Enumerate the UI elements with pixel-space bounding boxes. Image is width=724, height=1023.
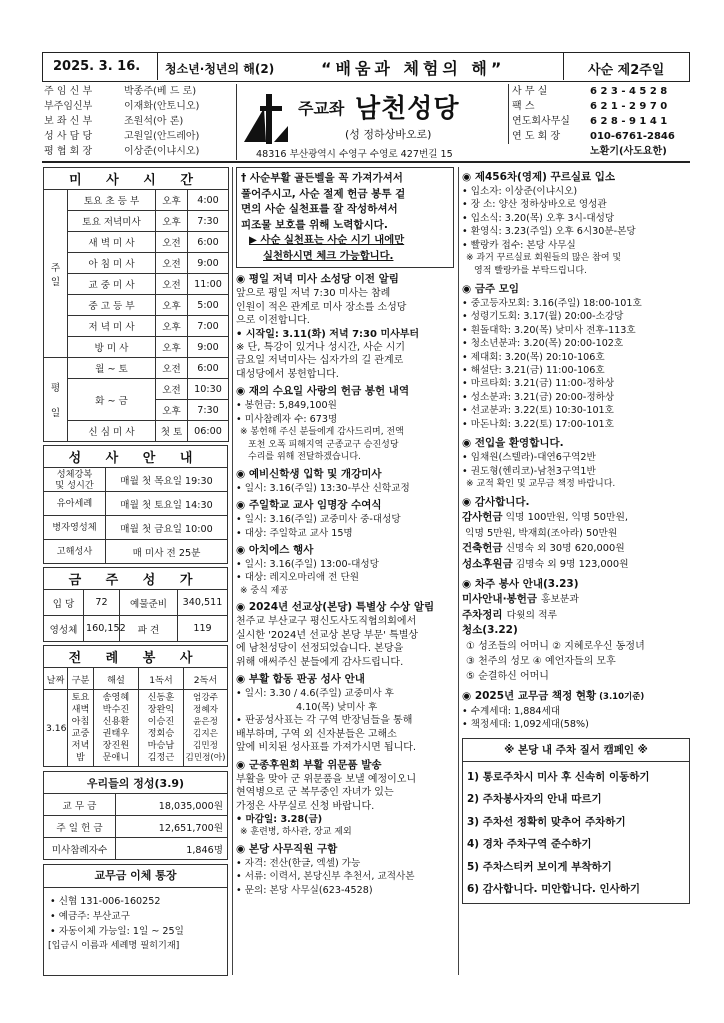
section-line: • 수계세대: 1,884세대 <box>462 705 561 717</box>
section-body: ※ 단, 특강이 있거나 성시간, 사순 시기 <box>236 341 406 353</box>
contact-row <box>512 114 692 129</box>
section-line: • 일시: 3.16(주일) 교중미사 중-대성당 <box>236 514 401 526</box>
section-title-tag: (3.10기준) <box>599 691 645 702</box>
section-title: ◉ 아치에스 행사 <box>236 543 314 556</box>
contact-label: 연 도 회 장 <box>512 131 561 142</box>
mass-name: 아 침 미 사 <box>68 253 156 274</box>
section-body: 천주교 부산교구 평신도사도직협의회에서 <box>236 616 417 628</box>
staff-row <box>44 144 234 159</box>
section-line: • 해설단: 3.21(금) 11:00-106호 <box>462 365 605 377</box>
liturgy-header: 1독서 <box>139 668 184 690</box>
section-title: ◉ 금주 모임 <box>462 283 520 296</box>
issue-date: 2025. 3. 16. <box>53 59 141 74</box>
service-line <box>462 623 690 639</box>
sacrament-time: 매월 첫 목요일 19:30 <box>106 468 228 492</box>
offering-label: 교 무 금 <box>44 794 116 816</box>
section-note: ※ 봉헌해 주신 분들에게 감사드리며, 전액 <box>240 427 404 438</box>
mass-time: 9:00 <box>188 337 229 358</box>
mass-ampm: 오후 <box>156 400 188 421</box>
mass-row <box>44 295 229 316</box>
contact-value: 6 2 8 - 9 1 4 1 <box>590 116 668 127</box>
theme-prefix: 청소년·청년의 해(2) <box>165 62 275 76</box>
mass-time: 10:30 <box>188 379 229 400</box>
notice-s4 <box>236 498 454 540</box>
section-line: • 자격: 전산(한글, 엑셀) 가능 <box>236 857 361 869</box>
service-kind: 주차정리 <box>462 608 503 621</box>
section-note: ※ 훈련병, 하사관, 장교 제외 <box>240 827 352 838</box>
mass-time: 9:00 <box>188 253 229 274</box>
notice-s8 <box>236 758 454 839</box>
section-line: • 성소분과: 3.21(금) 20:00-정하상 <box>462 391 615 403</box>
hymn-number: 72 <box>84 590 120 616</box>
liturgy-header: 날짜 <box>44 668 68 690</box>
liturgy-date: 3.16 <box>44 690 68 767</box>
column-divider <box>232 167 233 975</box>
service-team: 다윗의 적루 <box>506 609 558 621</box>
section-highlight: • 시작일: 3.11(화) 저녁 7:30 미사부터 <box>236 328 420 340</box>
middle-column <box>236 167 454 900</box>
header-divider <box>563 53 564 80</box>
section-title: ◉ 예비신학생 입학 및 개강미사 <box>236 467 382 480</box>
liturgy-col: 신동훈 장완익 이승진 정회승 마승남 김정근 <box>139 690 184 767</box>
section-body: 부활을 맞아 군 위문품을 보낼 예정이오니 <box>236 773 417 785</box>
account-title: 교무금 이체 통장 <box>44 865 227 888</box>
mass-ampm: 오전 <box>156 253 188 274</box>
mass-row <box>44 337 229 358</box>
liturgy-table <box>43 645 228 767</box>
section-title: ◉ 재의 수요일 사랑의 헌금 봉헌 내역 <box>236 385 410 398</box>
notice-r3 <box>462 436 690 490</box>
section-note: 수리를 위해 전달하겠습니다. <box>248 452 361 463</box>
service-kind: 청소(3.22) <box>462 624 518 637</box>
mass-time: 11:00 <box>188 274 229 295</box>
mass-row <box>44 232 229 253</box>
header-rule <box>42 161 690 163</box>
section-body: 으로 이전합니다. <box>236 315 310 326</box>
section-line: ① 성조들의 어머니 ② 지혜로우신 동정녀 <box>466 640 645 652</box>
sacrament-row <box>44 540 228 564</box>
section-body: 가정은 사무실로 신청 바랍니다. <box>236 800 375 812</box>
liturgy-header: 구분 <box>68 668 94 690</box>
mass-row <box>44 211 229 232</box>
notice-r4 <box>462 495 690 572</box>
section-line: • 대상: 주일학교 교사 15명 <box>236 527 353 539</box>
section-title-text: ◉ 2025년 교무금 책정 현황 <box>462 689 597 702</box>
campaign-item: 4) 경차 주차구역 준수하기 <box>467 838 592 851</box>
account-line: • 신협 131-006-160252 <box>50 896 161 907</box>
staff-row <box>44 84 234 99</box>
section-title: ◉ 주일학교 교사 임명장 수여식 <box>236 499 382 512</box>
mass-name: 저 녁 미 사 <box>68 316 156 337</box>
mass-row <box>44 316 229 337</box>
staff-role: 부주임신부 <box>44 101 93 112</box>
section-line: ③ 천주의 성모 ④ 예언자들의 모후 <box>466 655 616 667</box>
section-line: • 환영식: 3.23(주일) 오후 6시30분-본당 <box>462 226 636 238</box>
notice-r5 <box>462 577 690 684</box>
section-line: • 흰돌대학: 3.20(목) 낮미사 전후-113호 <box>462 324 636 336</box>
hymn-label: 입 당 <box>44 590 84 616</box>
service-team: 홍보분과 <box>541 594 579 606</box>
section-line: • 서류: 이력서, 본당신부 추천서, 교적사본 <box>236 871 415 883</box>
account-note: [입금시 이름과 세례명 필히기재] <box>48 940 180 951</box>
mass-ampm: 오전 <box>156 358 188 379</box>
hymn-label: 예물준비 <box>120 590 178 616</box>
section-line: • 봉헌금: 5,849,100원 <box>236 400 337 412</box>
mass-time: 7:30 <box>188 400 229 421</box>
lent-notice-box <box>236 167 454 268</box>
section-line: • 청소년분과: 3.20(목) 20:00-102호 <box>462 338 624 350</box>
section-highlight: • 마감일: 3.28(금) <box>236 814 323 826</box>
notice-s5 <box>236 543 454 597</box>
section-title: ◉ 부활 합동 판공 성사 안내 <box>236 673 365 686</box>
section-note: 영적 빨랑카를 부탁드립니다. <box>474 265 587 276</box>
section-body: 대성당에서 봉헌합니다. <box>236 368 339 380</box>
mass-row <box>44 190 229 211</box>
thanks-kind: 건축헌금 <box>462 542 503 555</box>
contact-value: 010-6761-2846 <box>590 131 675 142</box>
thanks-detail: 김명숙 외 9명 123,000원 <box>515 558 629 570</box>
parish-subtitle: (성 정하상바오로) <box>345 128 432 141</box>
header-divider <box>157 53 158 80</box>
contact-value: 6 2 1 - 2 9 7 0 <box>590 101 668 112</box>
offering-value: 1,846명 <box>116 838 228 860</box>
mass-ampm: 오후 <box>156 337 188 358</box>
offering-row <box>44 794 228 816</box>
offering-title: 우리들의 정성(3.9) <box>44 772 228 794</box>
section-line: 4.10(목) 낮미사 후 <box>296 701 378 713</box>
section-body: 앞에 비치된 성사표를 가져가시면 됩니다. <box>236 742 417 754</box>
notice-r1 <box>462 170 690 277</box>
sacrament-time: 매월 첫 금요일 10:00 <box>106 516 228 540</box>
mass-time: 06:00 <box>188 421 229 442</box>
mass-name: 월 ~ 토 <box>68 358 156 379</box>
header-divider <box>508 84 509 144</box>
mass-ampm: 오후 <box>156 211 188 232</box>
lent-notice-line: † 사순부활 골든벨을 꼭 가져가셔서 <box>241 172 403 184</box>
section-title: ◉ 감사합니다. <box>462 496 530 509</box>
account-box <box>43 864 228 976</box>
mass-name: 방 미 사 <box>68 337 156 358</box>
mass-name: 신 심 미 사 <box>68 421 156 442</box>
staff-role: 성 사 담 당 <box>44 131 93 142</box>
lent-notice-line: 면의 사순 실천표를 잘 작성하셔서 <box>241 203 398 215</box>
contact-row <box>512 84 692 99</box>
mass-name: 화 ~ 금 <box>68 379 156 421</box>
section-title: ◉ 군종후원회 부활 위문품 발송 <box>236 758 382 771</box>
campaign-item: 2) 주차봉사자의 안내 따르기 <box>467 793 602 806</box>
contact-row <box>512 144 692 159</box>
mass-ampm: 오후 <box>156 295 188 316</box>
sacrament-name: 유아세례 <box>44 492 106 516</box>
mass-time: 4:00 <box>188 190 229 211</box>
section-line: • 선교분과: 3.22(토) 10:30-101호 <box>462 405 614 417</box>
section-title: ◉ 제456차(영제) 꾸르실료 입소 <box>462 171 616 183</box>
parish-logo <box>240 86 292 148</box>
parking-campaign <box>462 738 690 904</box>
contact-value: 6 2 3 - 4 5 2 8 <box>590 86 668 97</box>
staff-name: 고원일(안드레아) <box>124 131 200 142</box>
section-body: • 판공성사표는 각 구역 반장님들을 통해 <box>236 715 413 727</box>
section-note: ※ 과거 꾸르실료 회원들의 많은 참여 및 <box>466 253 622 264</box>
mass-name: 교 중 미 사 <box>68 274 156 295</box>
account-line: • 자동이체 가능일: 1일 ~ 25일 <box>50 926 184 937</box>
mass-time: 7:30 <box>188 211 229 232</box>
mass-ampm: 오후 <box>156 316 188 337</box>
hymn-label: 영성체 <box>44 616 84 642</box>
lent-notice-line: 풀어주시고, 사순 절제 헌금 봉투 겉 <box>241 187 406 200</box>
hymn-number: 119 <box>178 616 228 642</box>
mass-time: 6:00 <box>188 358 229 379</box>
header-divider <box>236 84 237 160</box>
contact-row <box>512 99 692 114</box>
offering-table <box>43 771 228 860</box>
staff-name: 이상준(이냐시오) <box>124 146 200 157</box>
offering-label: 주 일 헌 금 <box>44 816 116 838</box>
section-line: • 제대회: 3.20(목) 20:10-106호 <box>462 351 605 363</box>
right-column <box>462 170 690 904</box>
sacrament-time: 매월 첫 토요일 14:30 <box>106 492 228 516</box>
service-line <box>462 608 690 624</box>
section-body: 실시한 '2024년 선교상 본당 부문' 특별상 <box>236 629 419 641</box>
theme-title: “배움과 체험의 해” <box>321 59 506 78</box>
staff-name: 조원석(아 론) <box>124 116 184 127</box>
section-line: • 마르타회: 3.21(금) 11:00-정하상 <box>462 378 615 390</box>
header-bar <box>42 52 690 82</box>
mass-group-label: 평 일 <box>44 358 68 442</box>
section-body: 위해 애써주신 분들에게 감사드립니다. <box>236 656 404 668</box>
mass-row <box>44 274 229 295</box>
notice-s3 <box>236 467 454 495</box>
section-line: • 빨랑카 접수: 본당 사무실 <box>462 239 576 251</box>
sacrament-name: 고해성사 <box>44 540 106 564</box>
notice-r2 <box>462 282 690 431</box>
campaign-item: 1) 통로주차시 미사 후 신속히 이동하기 <box>467 770 650 783</box>
contact-value: 노환기(사도요한) <box>590 146 667 157</box>
sacrament-row <box>44 492 228 516</box>
mass-time: 7:00 <box>188 316 229 337</box>
thanks-kind: 감사헌금 <box>462 511 503 524</box>
contact-label: 팩 스 <box>512 101 535 112</box>
section-line: • 입소식: 3.20(목) 오후 3시-대성당 <box>462 212 615 224</box>
liturgy-header: 해설 <box>94 668 139 690</box>
mass-name: 토요 저녁미사 <box>68 211 156 232</box>
section-body: 인원이 적은 관계로 미사 장소를 소성당 <box>236 301 407 313</box>
thanks-detail: 신명숙 외 30명 620,000원 <box>505 543 625 555</box>
hymn-title: 금 주 성 가 <box>44 568 228 590</box>
lent-checklist-note: 실천하시면 체크 가능합니다. <box>263 249 394 262</box>
section-title: ◉ 차주 봉사 안내(3.23) <box>462 578 579 591</box>
mass-name: 중 고 등 부 <box>68 295 156 316</box>
liturgy-title: 전 례 봉 사 <box>44 646 228 668</box>
lent-notice-line: 피조물 보호를 위해 노력합시다. <box>241 218 388 231</box>
mass-group-label: 주 일 <box>44 190 68 358</box>
notice-s6 <box>236 600 454 669</box>
staff-role: 주 임 신 부 <box>44 86 93 97</box>
campaign-item: 3) 주차선 정확히 맞추어 주차하기 <box>467 815 626 828</box>
account-line: • 예금주: 부산교구 <box>50 911 130 922</box>
staff-name: 박종주(베 드 로) <box>124 86 197 97</box>
service-kind: 미사안내·봉헌금 <box>462 593 537 606</box>
notice-s9 <box>236 842 454 897</box>
mass-name: 새 벽 미 사 <box>68 232 156 253</box>
mass-ampm: 첫 토 <box>156 421 188 442</box>
sacrament-time: 매 미사 전 25분 <box>106 540 228 564</box>
sacrament-name: 성체강복 및 성시간 <box>44 468 106 492</box>
section-title: ◉ 전입을 환영합니다. <box>462 437 564 450</box>
thanks-kind: 성소후원금 <box>462 557 513 570</box>
section-body: 현역병으로 군 복무중인 자녀가 있는 <box>236 787 394 799</box>
week-name: 사순 제2주일 <box>588 63 665 78</box>
column-divider <box>458 167 459 975</box>
hymn-number: 340,511 <box>178 590 228 616</box>
section-line: • 입소자: 이상준(이냐시오) <box>462 186 578 197</box>
mass-schedule <box>43 167 229 442</box>
liturgy-col: 송영혜 박수진 신용환 권태우 장진원 문애니 <box>94 690 139 767</box>
notice-s1 <box>236 272 454 381</box>
thanks-line <box>462 557 690 573</box>
section-body: 에 남천성당이 선정되었습니다. 본당을 <box>236 643 404 655</box>
hymn-table <box>43 567 228 642</box>
offering-value: 18,035,000원 <box>116 794 228 816</box>
section-line: • 임채원(스텔라)-대연6구역2반 <box>462 452 596 464</box>
section-line: • 문의: 본당 사무실(623-4528) <box>236 884 373 896</box>
section-title: ◉ 본당 사무직원 구함 <box>236 842 338 855</box>
sacrament-name: 병자영성체 <box>44 516 106 540</box>
section-body: 금요일 저녁미사는 십자가의 길 관계로 <box>236 355 404 367</box>
section-line: • 장 소: 양산 정하상바오로 영성관 <box>462 199 607 211</box>
contact-row <box>512 129 692 144</box>
left-column <box>43 167 228 976</box>
sacrament-table <box>43 445 228 564</box>
section-line: ⑤ 순결하신 어머니 <box>466 670 549 682</box>
campaign-title: ※ 본당 내 주차 질서 캠페인 ※ <box>463 739 689 762</box>
section-line: • 일시: 3.16(주일) 13:00-대성당 <box>236 558 379 570</box>
hymn-label: 파 견 <box>120 616 178 642</box>
hymn-number: 160,152 <box>84 616 120 642</box>
thanks-line <box>462 526 690 542</box>
section-body: 앞으로 평일 저녁 7:30 미사는 참례 <box>236 288 391 299</box>
section-line: • 성령기도회: 3.17(월) 20:00-소강당 <box>462 311 624 323</box>
offering-row <box>44 838 228 860</box>
section-line: • 마돈나회: 3.22(토) 17:00-101호 <box>462 418 614 430</box>
parish-name: 남천성당 <box>355 94 460 124</box>
mass-name: 토요 초 등 부 <box>68 190 156 211</box>
mass-row <box>44 421 229 442</box>
thanks-detail: 익명 100만원, 익명 50만원, <box>505 512 629 524</box>
section-line: • 책정세대: 1,092세대(58%) <box>462 719 589 731</box>
mass-row <box>44 253 229 274</box>
staff-row <box>44 129 234 144</box>
mass-ampm: 오후 <box>156 190 188 211</box>
campaign-item: 5) 주차스티커 보이게 부착하기 <box>467 860 612 873</box>
parish-prefix: 주교좌 <box>298 99 345 118</box>
section-title: ◉ 2024년 선교상(본당) 특별상 수상 알림 <box>236 601 435 614</box>
offering-label: 미사참례자수 <box>44 838 116 860</box>
section-title: ◉ 평일 저녁 미사 소성당 이전 알림 <box>236 273 399 285</box>
sacrament-title: 성 사 안 내 <box>44 446 228 468</box>
mass-title: 미 사 시 간 <box>44 168 229 190</box>
section-line: • 일시: 3.16(주일) 13:30-부산 신학교정 <box>236 482 410 494</box>
staff-row <box>44 114 234 129</box>
staff-row <box>44 99 234 114</box>
notice-s7 <box>236 672 454 754</box>
mass-row <box>44 379 229 400</box>
notice-s2 <box>236 384 454 463</box>
liturgy-header: 2독서 <box>184 668 228 690</box>
mass-time: 5:00 <box>188 295 229 316</box>
mass-ampm: 오전 <box>156 274 188 295</box>
offering-value: 12,651,700원 <box>116 816 228 838</box>
campaign-item: 6) 감사합니다. 미안합니다. 인사하기 <box>467 883 641 896</box>
contact-label: 연도회사무실 <box>512 116 570 127</box>
sacrament-row <box>44 516 228 540</box>
mass-ampm: 오전 <box>156 379 188 400</box>
section-note: ※ 교적 확인 및 교무금 책정 바랍니다. <box>466 478 616 489</box>
mass-ampm: 오전 <box>156 232 188 253</box>
mass-time: 6:00 <box>188 232 229 253</box>
contact-label <box>512 144 590 159</box>
staff-name: 이재화(안토니오) <box>124 101 200 112</box>
section-body: 배부하며, 구역 외 신자분들은 고해소 <box>236 728 397 740</box>
offering-row <box>44 816 228 838</box>
sacrament-row <box>44 468 228 492</box>
section-note: 포천 오폭 피해지역 군종교구 승진성당 <box>248 439 399 450</box>
section-line: • 권도형(헨리코)-남천3구역1반 <box>462 465 596 477</box>
section-line: • 중고등자모회: 3.16(주일) 18:00-101호 <box>462 298 642 310</box>
section-title <box>462 689 690 705</box>
section-line: • 대상: 레지오마리애 전 단원 <box>236 572 360 584</box>
lent-checklist-note: ▶ 사순 실천표는 사순 시기 내에만 <box>249 234 405 246</box>
liturgy-kinds: 토요 새벽 아침 교중 저녁 밤 <box>68 690 94 767</box>
notice-r6 <box>462 689 690 732</box>
section-line: • 일시: 3.30 / 4.6(주일) 교중미사 후 <box>236 688 394 700</box>
thanks-line <box>462 510 690 526</box>
staff-list <box>44 84 234 159</box>
section-note: ※ 중식 제공 <box>240 585 289 596</box>
service-line <box>462 592 690 608</box>
parish-address: 48316 부산광역시 수영구 수영로 427번길 15 <box>256 149 453 160</box>
liturgy-col: 엄강주 정혜자 윤은정 김지은 김민정 김민정(아) <box>184 690 228 767</box>
staff-role: 평 협 회 장 <box>44 146 93 157</box>
section-line: • 미사참례자 수: 673명 <box>236 413 338 425</box>
service-team <box>518 625 522 636</box>
mass-row <box>44 358 229 379</box>
staff-role: 보 좌 신 부 <box>44 116 93 127</box>
thanks-detail: 익명 5만원, 박재희(조아라) 50만원 <box>465 527 618 539</box>
thanks-line <box>462 541 690 557</box>
contact-label: 사 무 실 <box>512 86 548 97</box>
contact-list <box>512 84 692 159</box>
